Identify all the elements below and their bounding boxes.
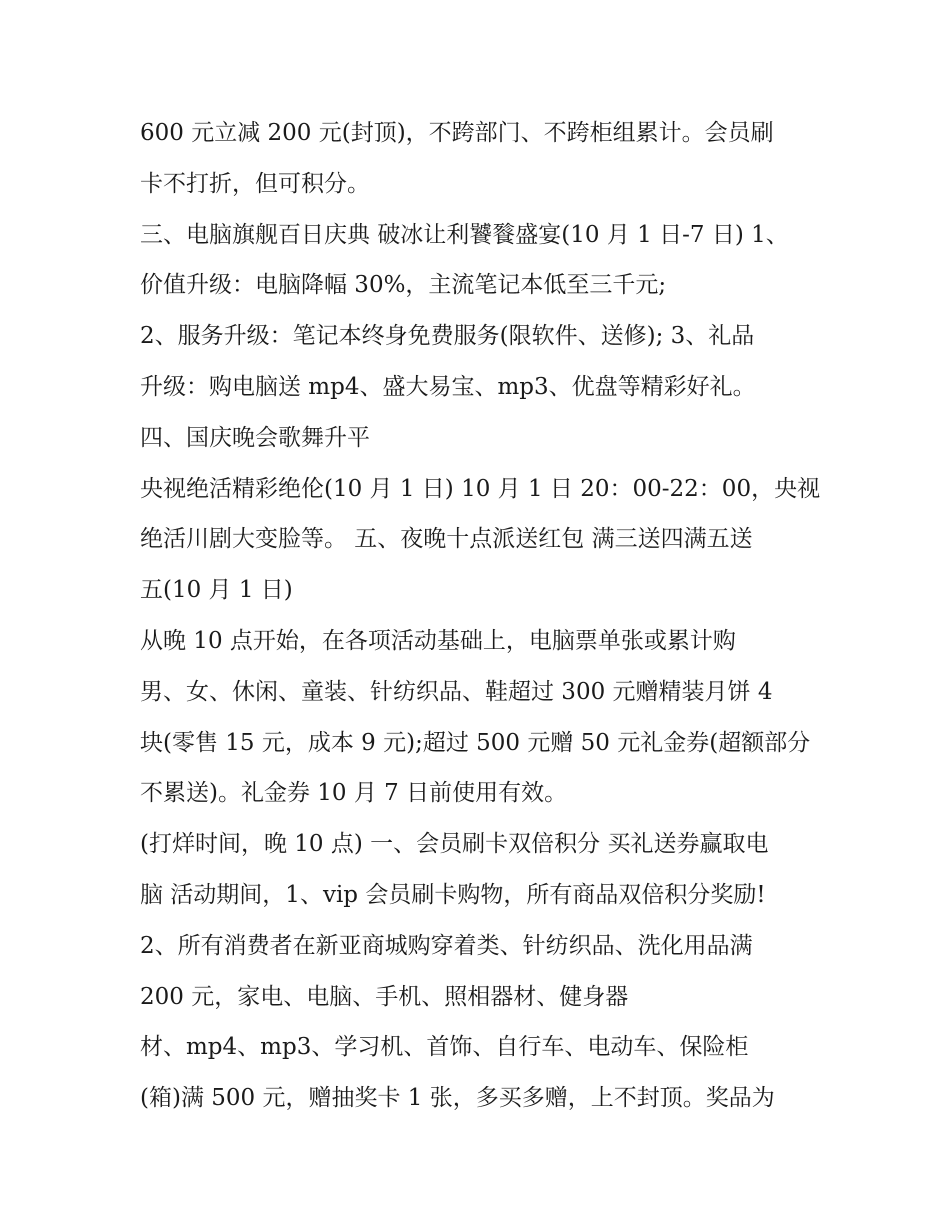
text-line: 五(10 月 1 日) (140, 577, 293, 604)
text-line: 200 元，家电、电脑、手机、照相器材、健身器 (140, 983, 629, 1010)
text-line: 从晚 10 点开始，在各项活动基础上，电脑票单张或累计购 (140, 627, 736, 654)
document-body (140, 108, 820, 1124)
text-line: 三、电脑旗舰百日庆典 破冰让利饕餮盛宴(10 月 1 日-7 日) 1、 (140, 221, 789, 248)
text-line: 卡不打折，但可积分。 (140, 170, 370, 197)
text-line: 绝活川剧大变脸等。 五、夜晚十点派送红包 满三送四满五送 (140, 526, 753, 553)
text-line: 不累送)。礼金券 10 月 7 日前使用有效。 (140, 780, 568, 807)
text-line: 四、国庆晚会歌舞升平 (140, 424, 370, 451)
text-line: 2、服务升级：笔记本终身免费服务(限软件、送修); 3、礼品 (140, 323, 755, 350)
text-line: (箱)满 500 元，赠抽奖卡 1 张，多买多赠，上不封顶。奖品为 (140, 1085, 775, 1112)
text-line: 升级：购电脑送 mp4、盛大易宝、mp3、优盘等精彩好礼。 (140, 373, 756, 400)
text-line: 脑 活动期间，1、vip 会员刷卡购物，所有商品双倍积分奖励! (140, 881, 766, 908)
text-line: 材、mp4、mp3、学习机、首饰、自行车、电动车、保险柜 (140, 1034, 749, 1061)
text-line: 男、女、休闲、童装、针纺织品、鞋超过 300 元赠精装月饼 4 (140, 678, 773, 705)
text-line: 央视绝活精彩绝伦(10 月 1 日) 10 月 1 日 20：00-22：00，央视 (140, 475, 821, 502)
text-line: 价值升级：电脑降幅 30%，主流笔记本低至三千元; (140, 272, 667, 299)
text-line: (打烊时间，晚 10 点) 一、会员刷卡双倍积分 买礼送券赢取电 (140, 831, 769, 858)
text-line: 块(零售 15 元，成本 9 元);超过 500 元赠 50 元礼金券(超额部分 (140, 729, 811, 756)
text-line: 600 元立减 200 元(封顶)，不跨部门、不跨柜组累计。会员刷 (140, 120, 774, 146)
text-line: 2、所有消费者在新亚商城购穿着类、针纺织品、洗化用品满 (140, 932, 753, 959)
